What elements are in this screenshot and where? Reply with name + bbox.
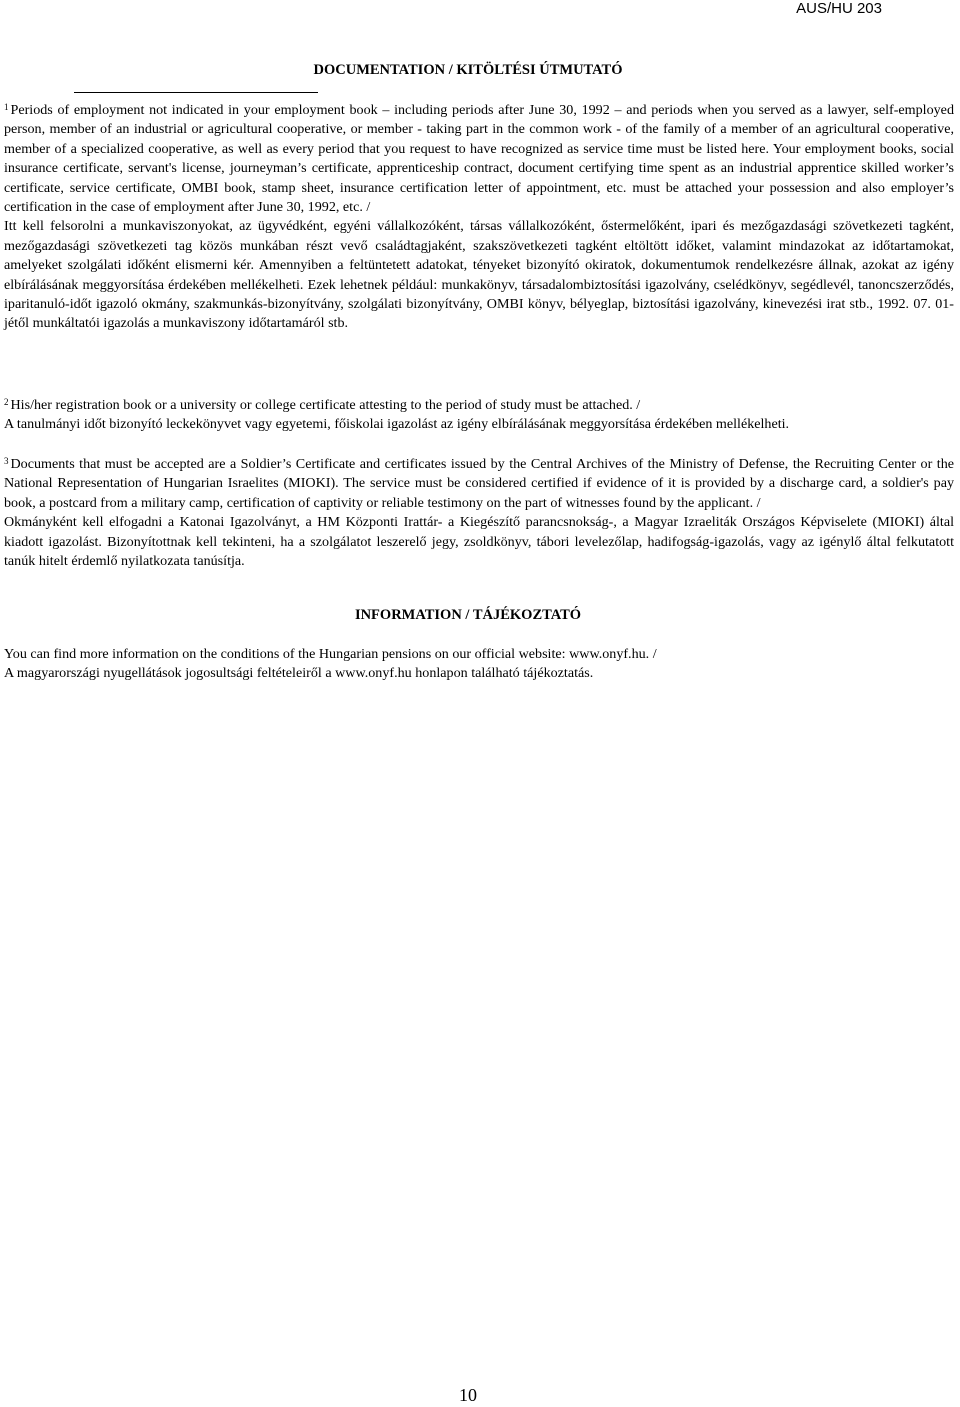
footnote-2-english: His/her registration book or a university or college certificate attesting to the period of study must be attached. / [10, 397, 641, 413]
information-title: INFORMATION / TÁJÉKOZTATÓ [354, 607, 582, 623]
information-hungarian: A magyarországi nyugellátások jogosultsági feltételeiről a www.onyf.hu honlapon található tájékoztatás. [4, 665, 594, 682]
documentation-title: DOCUMENTATION / KITÖLTÉSI ÚTMUTATÓ [313, 62, 623, 78]
information-text [4, 645, 954, 684]
footnote-2-hungarian: A tanulmányi időt bizonyító leckekönyvet vagy egyetemi, főiskolai igazolást az igény elbírálásának meggyorsítása érdekében mellékelheti. [4, 416, 790, 433]
footnote-2 [4, 396, 954, 435]
footnote-marker: 1 [4, 102, 9, 112]
page-number: 10 [459, 1385, 477, 1405]
information-english: You can find more information on the conditions of the Hungarian pensions on our official website: www.onyf.hu. / [4, 646, 657, 662]
footnote-3-english: Documents that must be accepted are a Soldier’s Certificate and certificates issued by the Central Archives of the Ministry of Defense, the Recruiting Center or the National Representation of Hungarian Israelites (MIOKI). The service must be considered certified if evidence of it is provided by a discharge card, a soldier's pay book, a postcard from a military camp, certification of captivity or reliable testimony on the part of witnesses found by the applicant. / [4, 456, 954, 511]
footnote-3-hungarian: Okmányként kell elfogadni a Katonai Igazolványt, a HM Központi Irattár- a Kiegészítő parancsnokság-, a Magyar Izraeliták Országos Képviselete (MIOKI) által kiadott igazolást. Bizonyítottnak kell tekinteni, ha a szolgálatot leszerelő jegy, zsoldkönyv, tábori levelezőlap, hadifogság-igazolás, vagy az igénylő által felkutatott tanúk hitelt érdemlő nyilatkozata tanúsítja. [4, 514, 954, 570]
footnote-1-hungarian: Itt kell felsorolni a munkaviszonyokat, az ügyvédként, egyéni vállalkozóként, társas vállalkozóként, őstermelőként, ipari és mezőgazdasági szövetkezeti tagként, mezőgazdasági szövetkezeti tag közös munkában részt vevő családtagjaként, szakszövetkezeti tagként eltöltött időket, valamint mindazokat az időtartamokat, amelyeket szolgálati időként elismerni kér. Amennyiben a feltüntetett adatokat, tényeket bizonyító okiratok, dokumentumok rendelkezésre állnak, azokat az igény elbírálásának meggyorsítása érdekében mellékelheti. Ezek lehetnek például: munkakönyv, társadalombiztosítási igazolvány, cselédkönyv, segédlevél, tanoncszerződés, iparitanuló-időt igazoló okmány, szakmunkás-bizonyítvány, szolgálati bizonyítvány, OMBI könyv, bélyeglap, biztosítási igazolvány, kinevezési irat stb., 1992. 07. 01-jétől munkáltatói igazolás a munkaviszony időtartamáról stb. [4, 218, 954, 332]
footnote-1 [4, 101, 954, 334]
footnote-marker: 2 [4, 397, 9, 407]
footnote-1-english: Periods of employment not indicated in your employment book – including periods after June 30, 1992 – and periods when you served as a lawyer, self-employed person, member of an industrial or agricultural cooperative, or member - taking part in the common work - of the family of a member of an agricultural cooperative, member of a specialized cooperative, as well as every period that you request to have recognized as service time must be listed here. Your employment books, social insurance certificate, servant's license, journeyman’s certificate, apprenticeship contract, document certifying time spent as an industrial apprentice skilled worker’s certificate, service certificate, OMBI book, stamp sheet, insurance certification letter of appointment, etc. must be attached your possession and also employer’s certification in the case of employment after June 30, 1992, etc. / [4, 102, 954, 216]
footnote-3 [4, 455, 954, 571]
form-code: AUS/HU 203 [796, 0, 882, 17]
footnote-marker: 3 [4, 456, 9, 466]
footnote-separator [74, 92, 318, 93]
